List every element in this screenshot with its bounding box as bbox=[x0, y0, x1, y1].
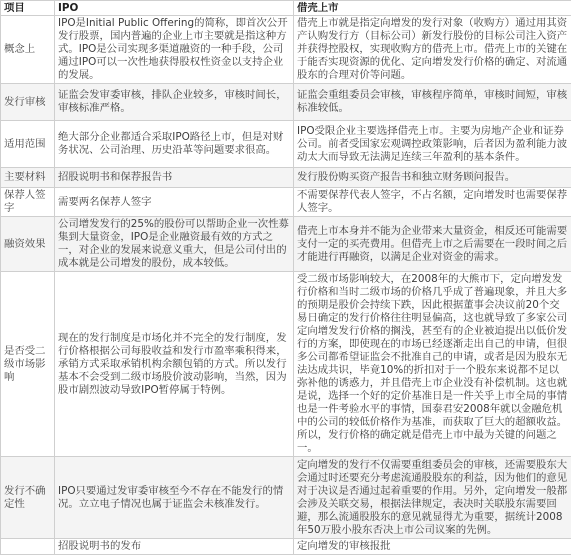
row-label: 融资效果 bbox=[1, 217, 55, 272]
backdoor-cell: IPO受限企业主要选择借壳上市。主要为房地产企业和证券公司。前者受国家宏观调控政策影响，后者因为盈利能力波动太大而导致无法满足连续三年盈利的基本条件。 bbox=[294, 121, 571, 168]
backdoor-cell: 定向增发的审核报批 bbox=[294, 539, 571, 555]
row-label: 发行审核 bbox=[1, 84, 55, 121]
ipo-cell: IPO是Initial Public Offering的简称，即首次公开发行股票，国内普遍的企业上市主要就是指这种方式。IPO是公司实现多渠道融资的一种手段，公司通过IPO可以一次性地获得股权性资金以支持企业的发展。 bbox=[55, 16, 294, 84]
table-row bbox=[1, 272, 571, 457]
table-row bbox=[1, 188, 571, 217]
row-label: 概念上 bbox=[1, 16, 55, 84]
backdoor-cell: 证监会重组委员会审核，审核程序简单，审核时间短，审核标准较低。 bbox=[294, 84, 571, 121]
row-label: 是否受二级市场影响 bbox=[1, 272, 55, 457]
column-header-item: 项目 bbox=[1, 1, 55, 16]
ipo-cell: 证监会发审委审核，排队企业较多，审核时间长，审核标准严格。 bbox=[55, 84, 294, 121]
table-row bbox=[1, 457, 571, 539]
row-label: 发行不确定性 bbox=[1, 457, 55, 539]
column-header-backdoor-listing: 借壳上市 bbox=[294, 1, 571, 16]
column-header-ipo: IPO bbox=[55, 1, 294, 16]
ipo-cell: IPO只要通过发审委审核至今不存在不能发行的情况。立立电子情况也属于证监会未核准发行。 bbox=[55, 457, 294, 539]
backdoor-cell: 不需要保荐代表人签字，不占名额，定向增发时也需要保荐人签字。 bbox=[294, 188, 571, 217]
ipo-cell: 公司增发发行的25%的股份可以帮助企业一次性募集到大量资金，IPO是企业融资最有效的方式之一，对企业的发展来说意义重大，但是公司付出的成本就是公司增发的股份，成本较低。 bbox=[55, 217, 294, 272]
table-row bbox=[1, 217, 571, 272]
row-label: 主要材料 bbox=[1, 168, 55, 188]
backdoor-cell: 受二级市场影响较大，在2008年的大熊市下，定向增发发行价格和当时二级市场的价格几乎成了普遍现象，并且大多的预期是股价会持续下跌，因此根据董事会决议前20个交易日确定的发行价格往往明显偏高，这也就导致了多家公司定向增发发行价格的搁浅，甚至有的企业被迫提出以低价发行的方案，即使现在的市场已经逐渐走出自己的申请，但很多公司都希望证监会不批准自己的申请，或者是因为股东无法达成共识，毕竟10%的折扣对于一个股东来说都不足以弥补他的诱惑力，并且借壳上市企业没有补偿机制。这也就是说，选择一个好的定价基准日是一件关乎上市全局的事情也是一件考验水平的事情，国泰君安2008年就以金融危机中的公司的较低价格作为基准，而获取了巨大的超额收益。所以，发行价格的确定就是借壳上市中最为关键的问题之一。 bbox=[294, 272, 571, 457]
row-label bbox=[1, 539, 55, 555]
row-label: 保荐人签字 bbox=[1, 188, 55, 217]
ipo-cell: 现在的发行制度是市场化并不完全的发行制度，发行价格根据公司每股收益和发行市盈率乘积得来，承销方式采取承销机构余额包销的方式。所以发行基本不会受到二级市场股价波动影响，当然，因为股市剧烈波动导致IPO暂停属于特例。 bbox=[55, 272, 294, 457]
backdoor-cell: 借壳上市本身并不能为企业带来大量资金，相反还可能需要支付一定的买壳费用。但借壳上市之后需要在一段时间之后才能进行再融资，以满足企业对资金的需求。 bbox=[294, 217, 571, 272]
ipo-cell: 需要两名保荐人签字 bbox=[55, 188, 294, 217]
ipo-cell: 招股说明书的发布 bbox=[55, 539, 294, 555]
table-row bbox=[1, 121, 571, 168]
row-label: 适用范围 bbox=[1, 121, 55, 168]
table-row bbox=[1, 168, 571, 188]
backdoor-cell: 借壳上市就是指定向增发的发行对象（收购方）通过用其资产认购发行方（目标公司）新发行股份的目标公司注入资产并获得控股权，实现收购方的借壳上市。借壳上市的关键在于能否实现资源的优化、定向增发发行价格的确定、对流通股东的合理对价等问题。 bbox=[294, 16, 571, 84]
table-row bbox=[1, 84, 571, 121]
backdoor-cell: 定向增发的发行不仅需要重组委员会的审核，还需要股东大会通过时还要充分考虑流通股股东的利益，因为他们的意见对于决议是否通过起着重要的作用。另外，定向增发一般都会涉及关联交易，根据法律规定，表决时关联股东需要回避，那么流通股股东的意见就显得尤为重要，据统计2008年50万股小股东否决上市公司议案的先例。 bbox=[294, 457, 571, 539]
table-row bbox=[1, 16, 571, 84]
table-row bbox=[1, 539, 571, 555]
backdoor-cell: 发行股份购买资产报告书和独立财务顾问报告。 bbox=[294, 168, 571, 188]
ipo-cell: 绝大部分企业都适合采取IPO路径上市，但是对财务状况、公司治理、历史沿革等问题要求很高。 bbox=[55, 121, 294, 168]
ipo-cell: 招股说明书和保荐报告书 bbox=[55, 168, 294, 188]
table-header-row bbox=[1, 1, 571, 16]
